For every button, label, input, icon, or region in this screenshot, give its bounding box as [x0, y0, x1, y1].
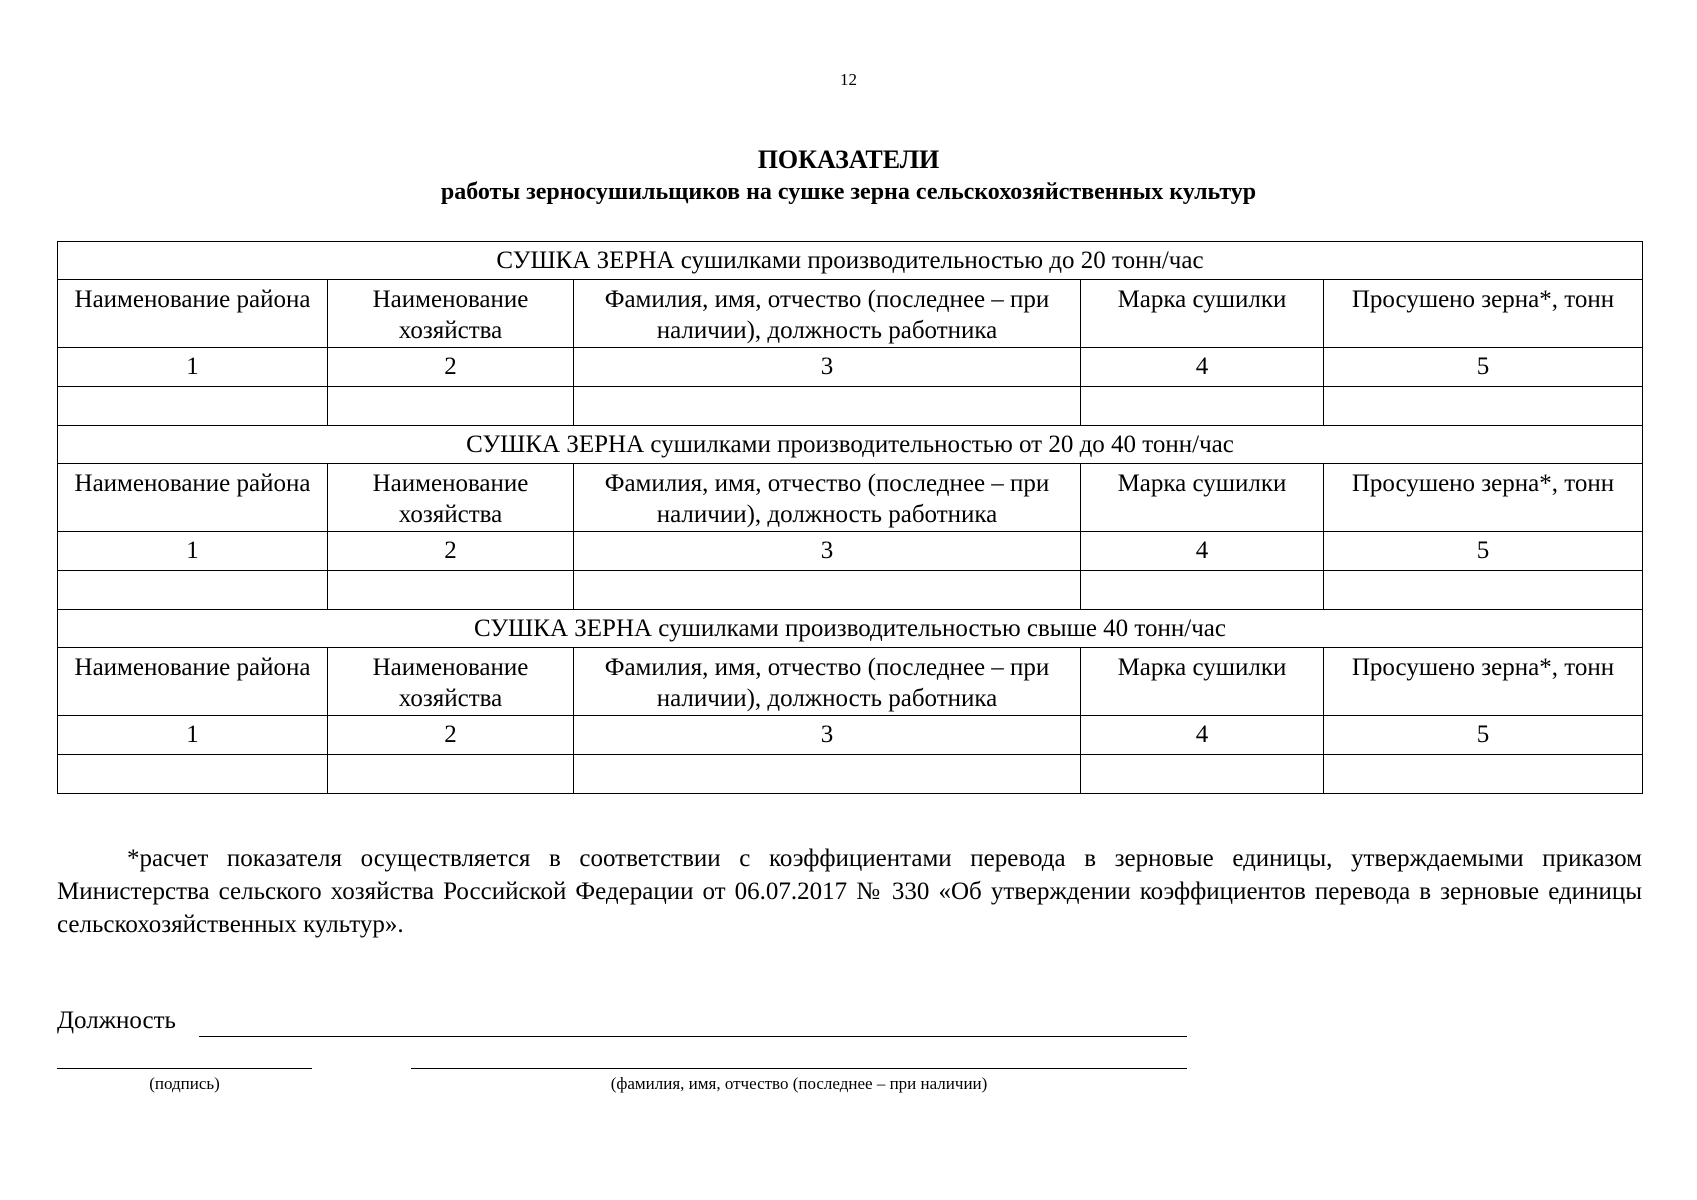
name-caption: (фамилия, имя, отчество (последнее – при наличии) — [610, 1074, 988, 1093]
footnote: *расчет показателя осуществляется в соответствии с коэффициентами перевода в зерновые единицы, утверждаемыми приказом Министерства сельского хозяйства Российской Федерации от 06.07.2017 № 330 «Об утверждении коэффициентов перевода в зерновые единицы сельскохозяйственных культур». — [57, 845, 1642, 938]
document-subtitle: работы зерносушильщиков на сушке зерна сельскохозяйственных культур — [440, 179, 1257, 205]
empty-cell — [1081, 755, 1324, 794]
column-number: 2 — [328, 532, 574, 571]
column-header-row — [58, 280, 1643, 348]
signature-caption: (подпись) — [149, 1074, 220, 1093]
column-number: 5 — [1324, 716, 1643, 755]
position-line — [199, 1036, 1187, 1037]
empty-cell — [1081, 387, 1324, 426]
column-number: 1 — [58, 348, 328, 387]
empty-cell — [574, 571, 1081, 610]
column-header-district: Наименование района — [58, 648, 328, 716]
column-header-farm: Наименование хозяйства — [328, 648, 574, 716]
empty-cell — [1324, 571, 1643, 610]
empty-cell — [328, 755, 574, 794]
column-header-dryer-brand: Марка сушилки — [1081, 280, 1324, 348]
section-title: СУШКА ЗЕРНА сушилками производительностью свыше 40 тонн/час — [58, 610, 1643, 648]
column-number: 2 — [328, 716, 574, 755]
column-number: 4 — [1081, 532, 1324, 571]
column-number-row — [58, 348, 1643, 387]
column-header-district: Наименование района — [58, 464, 328, 532]
column-number: 4 — [1081, 348, 1324, 387]
empty-cell — [328, 387, 574, 426]
page-number: 12 — [840, 70, 857, 89]
empty-data-row — [58, 755, 1643, 794]
empty-cell — [574, 387, 1081, 426]
section-header-row — [58, 242, 1643, 280]
column-number: 4 — [1081, 716, 1324, 755]
column-number: 1 — [58, 716, 328, 755]
column-number: 3 — [574, 348, 1081, 387]
column-number: 3 — [574, 532, 1081, 571]
column-header-dryer-brand: Марка сушилки — [1081, 464, 1324, 532]
column-header-dried-grain: Просушено зерна*, тонн — [1324, 648, 1643, 716]
section-header-row — [58, 426, 1643, 464]
column-number: 5 — [1324, 348, 1643, 387]
column-header-worker: Фамилия, имя, отчество (последнее – при наличии), должность работника — [574, 648, 1081, 716]
empty-cell — [1081, 571, 1324, 610]
column-header-dried-grain: Просушено зерна*, тонн — [1324, 464, 1643, 532]
column-header-dryer-brand: Марка сушилки — [1081, 648, 1324, 716]
document-title: ПОКАЗАТЕЛИ — [757, 145, 940, 174]
column-header-district: Наименование района — [58, 280, 328, 348]
column-header-worker: Фамилия, имя, отчество (последнее – при наличии), должность работника — [574, 280, 1081, 348]
column-number: 2 — [328, 348, 574, 387]
empty-cell — [58, 755, 328, 794]
column-header-row — [58, 648, 1643, 716]
position-label: Должность — [57, 1007, 176, 1034]
column-header-dried-grain: Просушено зерна*, тонн — [1324, 280, 1643, 348]
column-header-worker: Фамилия, имя, отчество (последнее – при наличии), должность работника — [574, 464, 1081, 532]
empty-cell — [574, 755, 1081, 794]
empty-cell — [58, 387, 328, 426]
column-number-row — [58, 532, 1643, 571]
section-title: СУШКА ЗЕРНА сушилками производительностью до 20 тонн/час — [58, 242, 1643, 280]
indicators-table — [57, 241, 1643, 794]
name-line — [411, 1068, 1187, 1069]
column-header-farm: Наименование хозяйства — [328, 280, 574, 348]
section-title: СУШКА ЗЕРНА сушилками производительностью от 20 до 40 тонн/час — [58, 426, 1643, 464]
empty-cell — [1324, 755, 1643, 794]
empty-data-row — [58, 387, 1643, 426]
column-header-farm: Наименование хозяйства — [328, 464, 574, 532]
column-number-row — [58, 716, 1643, 755]
column-number: 5 — [1324, 532, 1643, 571]
column-number: 3 — [574, 716, 1081, 755]
empty-cell — [328, 571, 574, 610]
column-number: 1 — [58, 532, 328, 571]
empty-data-row — [58, 571, 1643, 610]
column-header-row — [58, 464, 1643, 532]
section-header-row — [58, 610, 1643, 648]
empty-cell — [1324, 387, 1643, 426]
signature-line — [57, 1068, 312, 1069]
empty-cell — [58, 571, 328, 610]
